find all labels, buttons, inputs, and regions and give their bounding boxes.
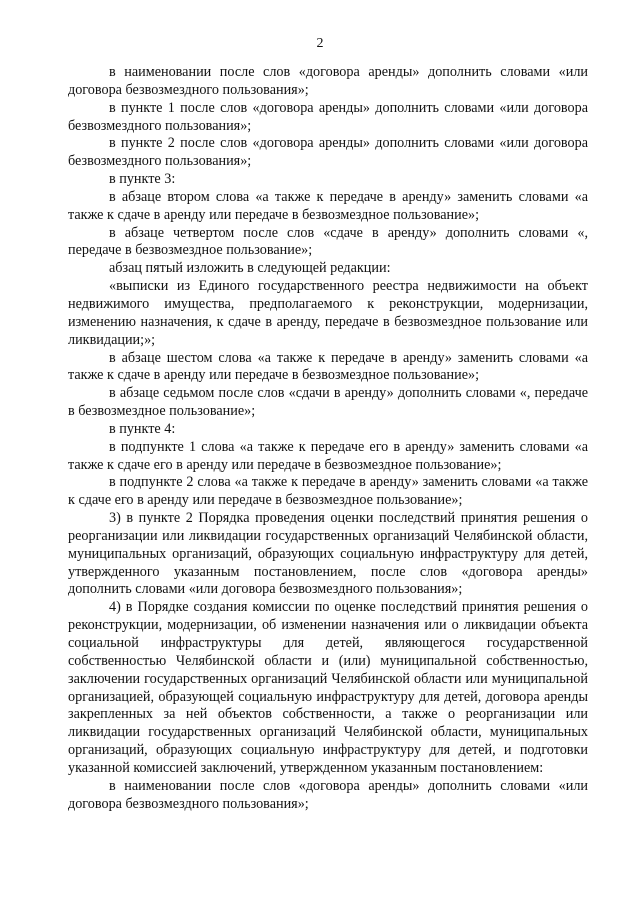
paragraph: в пункте 3: — [109, 171, 176, 188]
paragraph: в пункте 1 после слов «договора аренды» дополнить словами «или договора безвозмездного пользования»; — [68, 99, 588, 134]
paragraph: в абзаце шестом слова «а также к передаче в аренду» заменить словами «а также к сдаче в аренду или передаче в безвозмездное пользование»; — [68, 349, 588, 384]
paragraph: в наименовании после слов «договора аренды» дополнить словами «или договора безвозмездного пользования»; — [68, 777, 588, 812]
paragraph: в абзаце седьмом после слов «сдачи в аренду» дополнить словами «, передаче в безвозмездное пользование»; — [68, 385, 588, 420]
paragraph: абзац пятый изложить в следующей редакции: — [109, 260, 391, 277]
paragraph: в подпункте 1 слова «а также к передаче его в аренду» заменить словами «а также к сдаче его в аренду или передаче в безвозмездное пользование»; — [68, 438, 588, 473]
paragraph: в наименовании после слов «договора аренды» дополнить словами «или договора безвозмездного пользования»; — [68, 64, 588, 98]
paragraph: в пункте 4: — [109, 420, 176, 437]
paragraph: 3) в пункте 2 Порядка проведения оценки последствий принятия решения о реорганизации или ликвидации государственных организаций Челябинской области, муниципальных организаций, образующих социальную инфраструктуру для детей, утвержденного указанным постановлением, после слов «договора аренды» дополнить словами «или договора безвозмездного пользования»; — [68, 510, 588, 598]
paragraph-quote: «выписки из Единого государственного реестра недвижимости на объект недвижимого имущества, предполагаемого к реконструкции, модернизации, изменению назначения, к сдаче в аренду, передаче в безвозмездное пользование или ликвидации;»; — [68, 278, 588, 348]
document-body — [68, 64, 588, 813]
paragraph: в пункте 2 после слов «договора аренды» дополнить словами «или договора безвозмездного пользования»; — [68, 135, 588, 170]
paragraph: в абзаце четвертом после слов «сдаче в аренду» дополнить словами «, передаче в безвозмездное пользование»; — [68, 224, 588, 259]
paragraph: в абзаце втором слова «а также к передаче в аренду» заменить словами «а также к сдаче в аренду или передаче в безвозмездное пользование»; — [68, 188, 588, 223]
page-number: 2 — [316, 36, 324, 51]
paragraph: в подпункте 2 слова «а также к передаче в аренду» заменить словами «а также к сдаче его в аренду или передаче в безвозмездное пользование»; — [68, 474, 588, 509]
paragraph: 4) в Порядке создания комиссии по оценке последствий принятия решения о реконструкции, модернизации, об изменении назначения или о ликвидации объекта социальной инфраструктуры для детей, являющегося государственной собственностью Челябинской области и (или) муниципальной собственностью, заключении государственных организаций Челябинской области или муниципальной организацией, образующей социальную инфраструктуру для детей, договора аренды закрепленных за ней объектов собственности, а также о реорганизации или ликвидации государственных организаций Челябинской области, муниципальных организаций, образующих социальную инфраструктуру для детей, и подготовки указанной комиссией заключений, утвержденном указанным постановлением: — [68, 599, 588, 776]
